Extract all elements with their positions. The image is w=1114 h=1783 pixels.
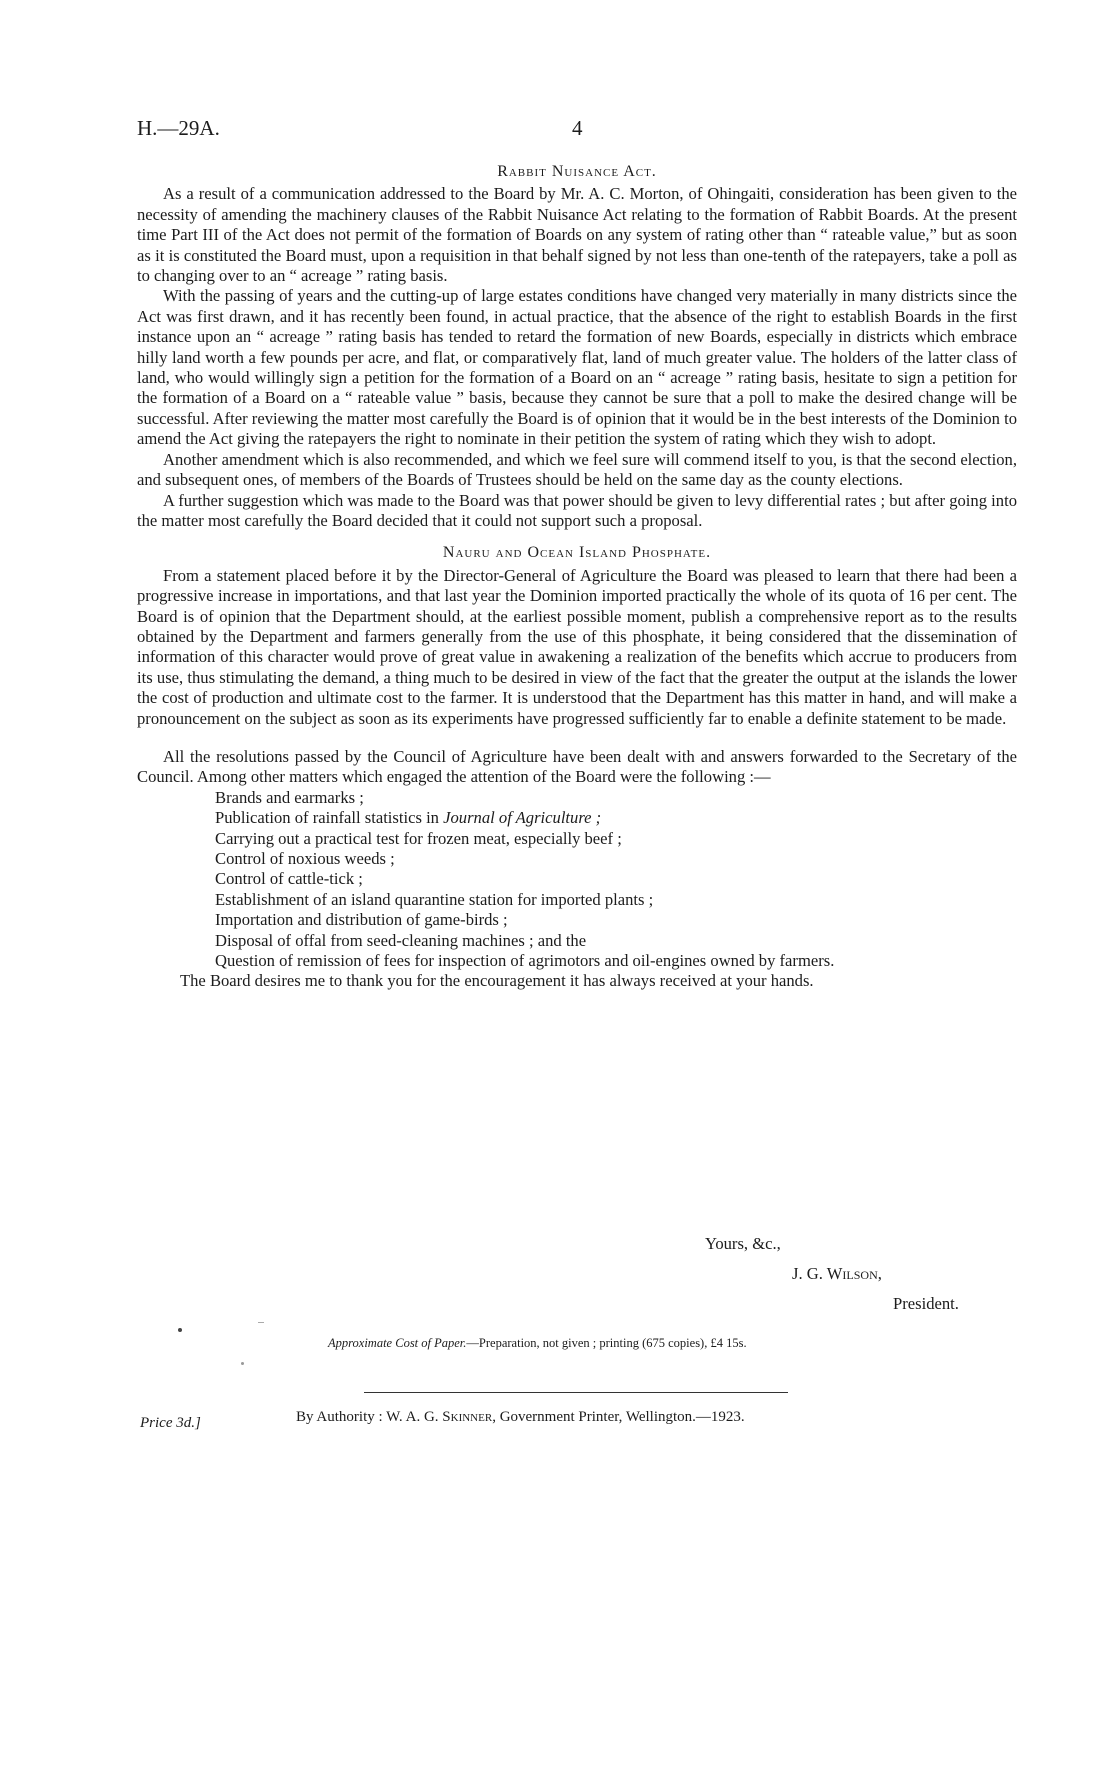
closing-sentence: The Board desires me to thank you for the encouragement it has always received at your hands. (180, 971, 814, 991)
section-title-nauru: Nauru and Ocean Island Phosphate. (442, 544, 712, 562)
cost-of-paper-note (328, 1336, 747, 1351)
authority-rest: , Government Printer, Wellington.—1923. (492, 1409, 745, 1425)
list-item: Control of cattle-tick ; (215, 869, 363, 889)
list-item: Brands and earmarks ; (215, 787, 364, 807)
speck-mark (258, 1322, 264, 1323)
printer-authority (296, 1409, 745, 1426)
matters-list (137, 788, 1017, 972)
authority-lead: By Authority : W. A. G. (296, 1409, 443, 1425)
list-item: Importation and distribution of game-birds ; (215, 910, 508, 930)
speck-mark (178, 1328, 182, 1332)
page-header (137, 116, 1017, 146)
cost-details: —Preparation, not given ; printing (675 copies), £4 15s. (466, 1336, 747, 1350)
valediction: Yours, &c., (705, 1234, 781, 1253)
printer-name: Skinner (442, 1409, 493, 1425)
speck-mark (241, 1362, 244, 1365)
section-title-rabbit: Rabbit Nuisance Act. (497, 163, 657, 180)
journal-title: Journal of Agriculture ; (443, 808, 602, 828)
page-number: 4 (572, 116, 583, 140)
footer-divider (364, 1392, 788, 1393)
rabbit-paragraph-1: As a result of a communication addressed to the Board by Mr. A. C. Morton, of Ohingaiti, consideration has been given to the necessity of amending the machinery clauses of the Rabbit Nuisance Act relating to the formation of Rabbit Boards. At the present time Part III of the Act does not permit of the formation of Boards on any system of rating other than “ rateable value,” but as soon as it is constituted the Board must, upon a requisition in that behalf signed by not less than one-tenth of the ratepayers, take a poll as to changing over to an “ acreage ” rating basis. (137, 184, 1017, 286)
list-item: Carrying out a practical test for frozen meat, especially beef ; (215, 828, 622, 848)
list-item-text: Publication of rainfall statistics in (215, 808, 444, 828)
list-item: Control of noxious weeds ; (215, 849, 395, 868)
signatory-name: J. G. Wilson, (792, 1264, 882, 1283)
list-item (215, 808, 1017, 828)
list-item: Question of remission of fees for inspection of agrimotors and oil-engines owned by farmers. (215, 951, 835, 971)
resolutions-intro: All the resolutions passed by the Council of Agriculture have been dealt with and answers forwarded to the Secretary of the Council. Among other matters which engaged the attention of the Board were the following :— (137, 746, 1017, 787)
rabbit-paragraph-4: A further suggestion which was made to the Board was that power should be given to levy differential rates ; but after going into the matter most carefully the Board decided that it could not support such a proposal. (137, 490, 1017, 530)
nauru-paragraph-1: From a statement placed before it by the Director-General of Agriculture the Board was pleased to learn that there had been a progressive increase in importations, and that last year the Dominion imported practically the whole of its quota of 16 per cent. The Board is of opinion that the Department should, at the earliest possible moment, publish a comprehensive report as to the results obtained by the Department and farmers generally from the use of this phosphate, it being considered that the dissemination of information of this character would prove of great value in awakening a realization of the benefits which accrue to producers from its use, thus stimulating the demand, a thing much to be desired in view of the fact that the greater the output at the islands the lower the cost of production and ultimate cost to the farmer. It is understood that the Department has this matter in hand, and will make a pronouncement on the subject as soon as its experiments have progressed sufficiently far to enable a definite statement to be made. (137, 565, 1017, 728)
rabbit-paragraph-3: Another amendment which is also recommended, and which we feel sure will commend itself to you, is that the second election, and subsequent ones, of members of the Boards of Trustees should be held on the same day as the county elections. (137, 449, 1017, 490)
document-reference: H.—29A. (137, 116, 220, 140)
document-body (137, 162, 1017, 992)
rabbit-paragraph-2: With the passing of years and the cutting-up of large estates conditions have changed very materially in many districts since the Act was first drawn, and it has recently been found, in actual practice, that the absence of the right to establish Boards in the first instance upon an “ acreage ” rating basis has tended to retard the formation of new Boards, especially in districts which embrace hilly land worth a few pounds per acre, and flat, or comparatively flat, land of much greater value. The holders of the latter class of land, who would willingly sign a petition for the formation of a Board on an “ acreage ” rating basis, hesitate to sign a petition for the formation of a Board on a “ rateable value ” basis, because they cannot be sure that a poll to make the desired change will be successful. After reviewing the matter most carefully the Board is of opinion that it would be in the best interests of the Dominion to amend the Act giving the ratepayers the right to nominate in their petition the system of rating which they wish to adopt. (137, 286, 1017, 449)
list-item: Disposal of offal from seed-cleaning machines ; and the (215, 930, 587, 950)
price-note: Price 3d.] (140, 1415, 201, 1431)
list-item: Establishment of an island quarantine station for imported plants ; (215, 889, 654, 909)
signatory-title: President. (893, 1294, 959, 1313)
cost-label: Approximate Cost of Paper. (328, 1336, 467, 1350)
